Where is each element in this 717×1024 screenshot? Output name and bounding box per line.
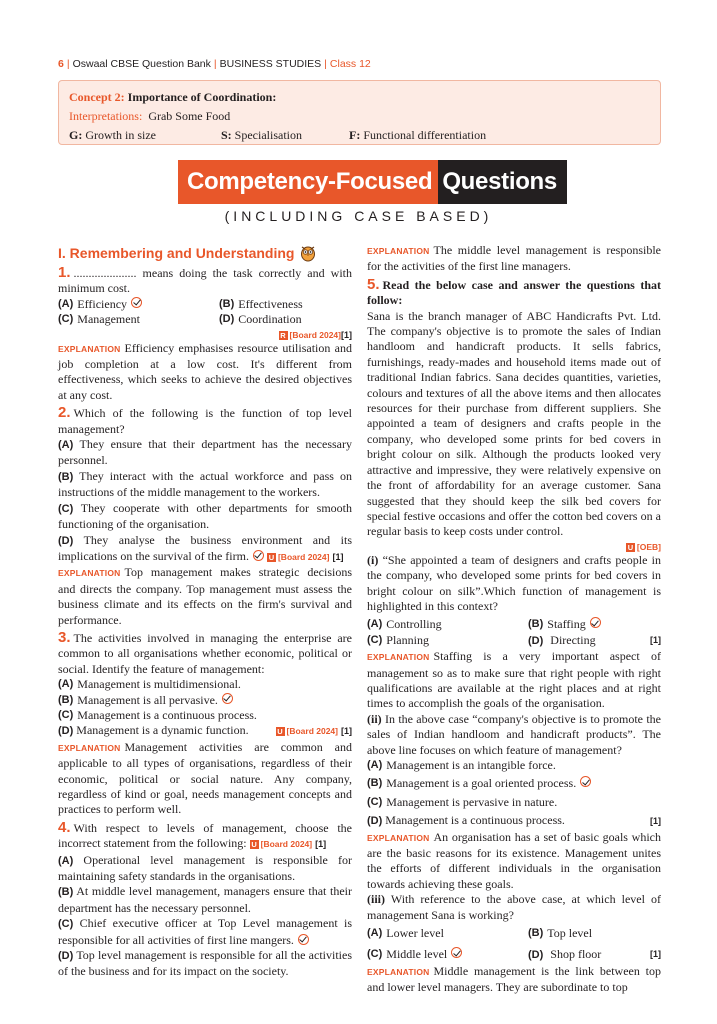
- banner-part1: Competency-Focused: [178, 160, 438, 204]
- left-column: [58, 243, 352, 980]
- correct-tick-icon: [580, 776, 591, 787]
- question-4: 4. With respect to levels of management, choose the incorrect statement from the following: U [Board 2024] [1]: [58, 818, 352, 851]
- option: (A) They ensure that their department has the necessary personnel.: [58, 437, 352, 468]
- explanation: EXPLANATION Middle management is the link between top and lower level managers. They are subordinate to top: [367, 963, 661, 995]
- question-3: 3. The activities involved in managing the enterprise are common to all organisations whether economic, political or social. Identify the feature of management:: [58, 628, 352, 676]
- explanation: EXPLANATION Top management makes strategic decisions and directs the company. Top management must assess the business climate and its effects on the firm's survival and performance.: [58, 565, 352, 627]
- sub3-options: [367, 926, 661, 941]
- r-badge-icon: R: [280, 330, 286, 340]
- option: (A) Controlling: [367, 617, 442, 632]
- sub-question-1: (i) “She appointed a team of designers and crafts people in the company, who developed some prints for bed covers in bright colour on silk”.Which function of management is highlighted in this context?: [367, 552, 662, 613]
- correct-tick-icon: [298, 934, 309, 945]
- concept-interpretation: Interpretations: Grab Some Food: [69, 109, 231, 123]
- option: (B) Management is all pervasive.: [58, 693, 352, 708]
- class-label: Class 12: [329, 58, 371, 70]
- correct-tick-icon: [253, 550, 264, 561]
- source-tag: U [OEB]: [627, 541, 661, 552]
- sub3-options: [367, 947, 661, 963]
- banner-subtitle: (INCLUDING CASE BASED): [224, 208, 493, 224]
- q1-options: [58, 297, 352, 328]
- banner-part2: Questions: [438, 160, 567, 204]
- explanation: EXPLANATION The middle level management is responsible for the activities of the first line managers.: [367, 243, 661, 274]
- option: (D) Top level management is responsible for all the activities of the business and for its impact on the society.: [58, 948, 352, 979]
- option: (B) Management is a goal oriented process.: [367, 776, 661, 791]
- sub1-options: [367, 617, 661, 649]
- explanation: EXPLANATION Management activities are common and applicable to all types of organisations, regardless of their economic, political or social nature. Any company, regardless of kind or goal, needs management concepts and practices to perform well.: [58, 739, 352, 817]
- subject-name: BUSINESS STUDIES: [219, 58, 322, 70]
- sub-question-2: (ii) In the above case “company's objective is to promote the sales of Indian handloom and handicraft products”. The above line focuses on which feature of management?: [367, 711, 661, 757]
- concept-heading: Concept 2: Importance of Coordination:: [69, 90, 277, 104]
- concept-item: S: Specialisation: [221, 128, 302, 142]
- title-banner: [178, 160, 567, 204]
- case-passage: Sana is the branch manager of ABC Handicrafts Pvt. Ltd. The company's objective is to promote the sales of Indian handloom and handicraft products. It sells fabrics, furnishings, ready-mades and household items made out of traditional Indian fabrics. Sana decides quantities, varieties, colours and textures of all the above items and then allocates resources for their purchase from different suppliers. She appointed a team of designers and crafts people in the company, who developed some prints for bed covers in bright colour on silk. Although the products looked very attractive and impressive, they were relatively expensive on the front of affordability for an average customer. Sana suggested that they should keep the silk bed covers for special festive occasions and offer the cotton bed covers on a regular basis to keep costs under control.: [367, 308, 661, 539]
- u-badge-icon: U: [251, 840, 257, 850]
- option: (C) They cooperate with other departments for smooth functioning of the organisation.: [58, 500, 352, 532]
- option: (B) Staffing: [514, 617, 661, 632]
- concept-item: G: Growth in size: [69, 128, 156, 142]
- section-heading: I. Remembering and Understanding: [58, 243, 352, 263]
- correct-tick-icon: [590, 617, 601, 628]
- concept-item: F: Functional differentiation: [349, 128, 487, 142]
- option: (C) Management is pervasive in nature.: [367, 794, 558, 809]
- option: (D) Coordination: [219, 312, 302, 327]
- option: (A) Management is multidimensional.: [58, 677, 241, 692]
- option: (C) Management is a continuous process.: [58, 707, 257, 722]
- concept-items: [69, 126, 650, 145]
- explanation: EXPLANATION Efficiency emphasises resource utilisation and job completion at a low cost. It's different from effectiveness, which seeks to achieve the desired objectives at any cost.: [58, 340, 352, 402]
- option: (B) They interact with the actual workforce and pass on instructions of the middle management to the workers.: [58, 468, 352, 500]
- option: (D) They analyse the business environment and its implications on the survival of the firm. U [Board 2024] [1]: [58, 532, 352, 563]
- page-number: 6: [58, 58, 64, 70]
- explanation: EXPLANATION Staffing is a very important aspect of management so as to make sure that right people with right qualifications are available at the right places and at right times to accomplish the goals of the organisation.: [367, 649, 661, 711]
- owl-icon: [299, 244, 317, 262]
- question-1: 1. ..................... means doing the task correctly and with minimum cost.: [58, 264, 352, 296]
- correct-tick-icon: [131, 297, 142, 308]
- u-badge-icon: U: [277, 727, 283, 737]
- option: (C) Chief executive officer at Top Level management is responsible for all activities of first line mangers.: [58, 916, 353, 947]
- source-tag: R [Board 2024][1]: [280, 329, 352, 340]
- question-2: 2. Which of the following is the function of top level management?: [58, 404, 352, 436]
- u-badge-icon: U: [268, 552, 275, 562]
- option: (C) Planning: [367, 632, 429, 647]
- option: (D) Shop floor [1]: [528, 947, 661, 962]
- correct-tick-icon: [451, 947, 462, 958]
- running-head: 6 | Oswaal CBSE Question Bank | BUSINESS STUDIES | Class 12: [58, 58, 371, 70]
- option: (A) Management is an intangible force.: [367, 758, 556, 772]
- option: (A) Lower level: [367, 926, 444, 941]
- right-column: [367, 243, 661, 996]
- option: (D) Management is a dynamic function. U [Board 2024] [1]: [58, 723, 352, 738]
- option: (D) Directing [1]: [528, 632, 661, 647]
- concept-box: [58, 80, 661, 145]
- correct-tick-icon: [222, 693, 233, 704]
- option: (B) Top level: [528, 926, 593, 941]
- option: (B) At middle level management, managers ensure that their department has the necessary personnel.: [58, 884, 352, 915]
- option: (C) Management: [58, 312, 140, 327]
- explanation: EXPLANATION An organisation has a set of basic goals which are the basic reasons for its existence. Management unites the efforts of different individuals in the organisation towards achieving these goals.: [367, 829, 661, 891]
- option: (A) Efficiency: [58, 297, 205, 312]
- option: (C) Middle level: [367, 947, 514, 963]
- sub-question-3: (iii) With reference to the above case, at which level of management Sana is working?: [367, 892, 661, 922]
- option: (A) Operational level management is responsible for maintaining safety standards in the organisations.: [58, 852, 353, 884]
- question-5: 5. Read the below case and answer the questions that follow:: [367, 275, 661, 308]
- u-badge-icon: U: [627, 542, 634, 552]
- option: (D) Management is a continuous process. [1]: [367, 813, 661, 828]
- option: (B) Effectiveness: [219, 296, 303, 311]
- book-title: Oswaal CBSE Question Bank: [72, 58, 211, 70]
